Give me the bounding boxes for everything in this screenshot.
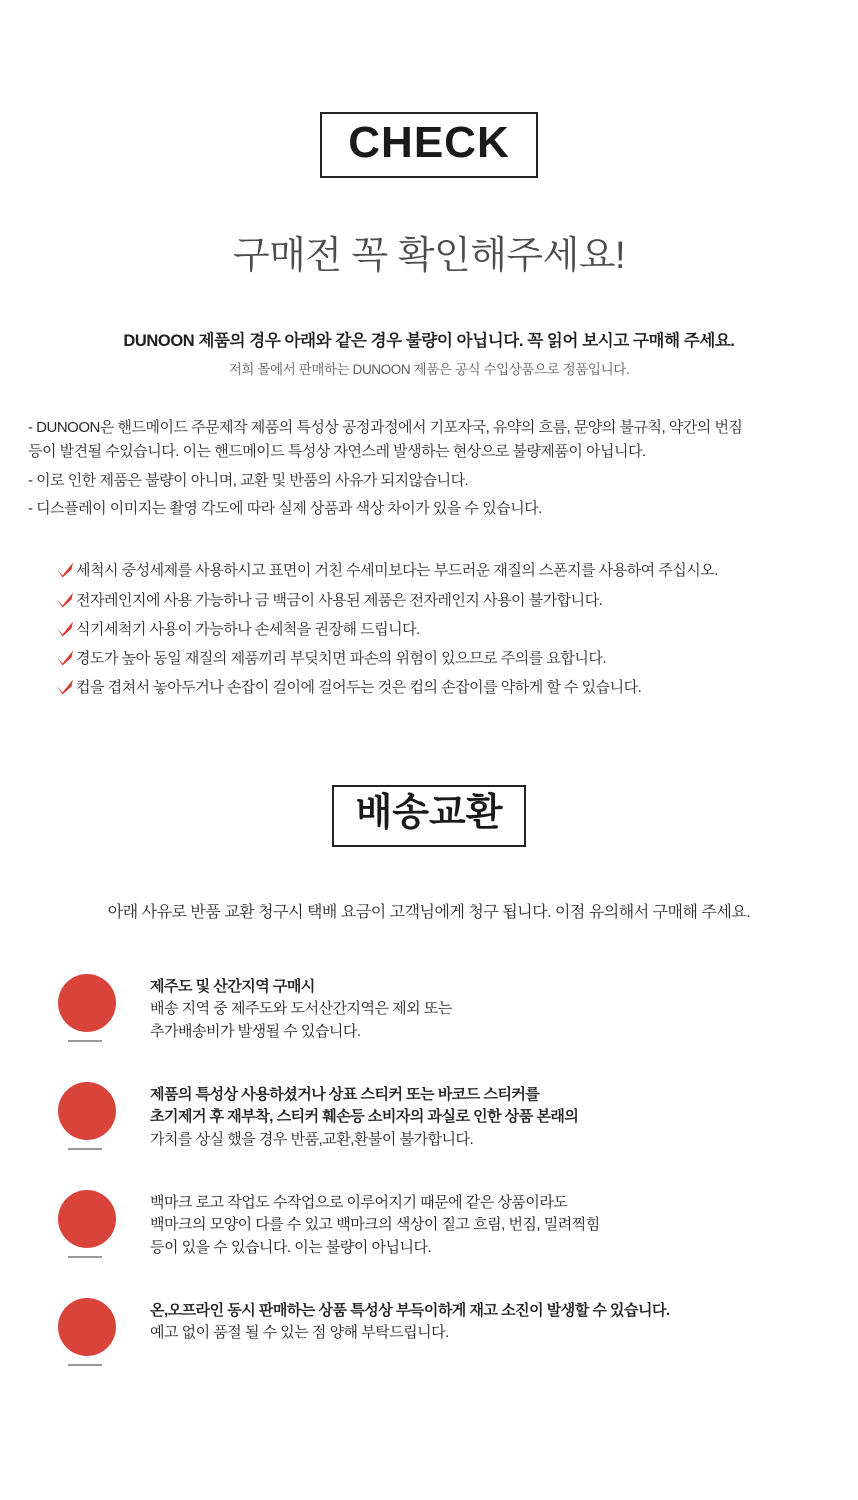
number-badge: [58, 1190, 150, 1268]
item-line: 등이 있을 수 있습니다. 이는 불량이 아닙니다.: [150, 1238, 432, 1256]
check-mark-icon: [56, 650, 76, 666]
check-mark-icon: [56, 621, 76, 637]
tick-text: 컵을 겹쳐서 놓아두거나 손잡이 걸이에 걸어두는 것은 컵의 손잡이를 약하게 할 수 있습니다.: [76, 679, 642, 697]
badge-number: 02: [64, 1082, 111, 1132]
check-tick-list: [0, 561, 858, 698]
badge-rule: [68, 1256, 102, 1258]
item-line: 제주도 및 산간지역 구매시: [150, 977, 315, 995]
item-line: 추가배송비가 발생될 수 있습니다.: [150, 1022, 361, 1040]
item-body: [150, 1190, 600, 1260]
check-mark-icon: [56, 592, 76, 608]
badge-number: 03: [64, 1190, 111, 1240]
item-line: 백마크 로고 작업도 수작업으로 이루어지기 때문에 같은 상품이라도: [150, 1193, 568, 1211]
list-item: [56, 649, 858, 669]
tick-text: 세척시 중성세제를 사용하시고 표면이 거친 수세미보다는 부드러운 재질의 스폰지를 사용하여 주십시오.: [76, 562, 718, 580]
check-headline: 구매전 꼭 확인해주세요!: [232, 235, 626, 278]
item-line: 초기제거 후 재부착, 스티커 훼손등 소비자의 과실로 인한 상품 본래의: [150, 1108, 579, 1126]
list-item: [56, 561, 858, 581]
check-badge-wrap: [0, 0, 858, 178]
badge-rule: [68, 1040, 102, 1042]
item-line: 가치를 상실 했을 경우 반품,교환,환불이 불가합니다.: [150, 1130, 474, 1148]
dash-line: - 디스플레이 이미지는 촬영 각도에 따라 실제 상품과 색상 차이가 있을 수 있습니다.: [28, 500, 542, 518]
list-item: [56, 620, 858, 640]
check-dash-block: [0, 416, 858, 521]
number-badge: [58, 1298, 150, 1376]
item-line: 제품의 특성상 사용하셨거나 상표 스티커 또는 바코드 스티커를: [150, 1085, 540, 1103]
shipping-badge-wrap: [0, 785, 858, 847]
badge-number: 01: [64, 974, 111, 1024]
dash-line: - DUNOON은 핸드메이드 주문제작 제품의 특성상 공정과정에서 기포자국, 유약의 흐름, 문양의 불규칙, 약간의 번짐: [28, 419, 743, 437]
check-lead: DUNOON 제품의 경우 아래와 같은 경우 불량이 아닙니다. 꼭 읽어 보시고 구매해 주세요.: [123, 332, 735, 351]
item-line: 온,오프라인 동시 판매하는 상품 특성상 부득이하게 재고 소진이 발생할 수 있습니다.: [150, 1301, 670, 1319]
dash-line: - 이로 인한 제품은 불량이 아니며, 교환 및 반품의 사유가 되지않습니다.: [28, 471, 469, 489]
check-mark-icon: [56, 562, 76, 578]
tick-text: 경도가 높아 동일 재질의 제품끼리 부딪치면 파손의 위험이 있으므로 주의를 요합니다.: [76, 650, 606, 668]
item-line: 예고 없이 품절 될 수 있는 점 양해 부탁드립니다.: [150, 1324, 449, 1342]
badge-number: 04: [64, 1298, 111, 1348]
list-item: [58, 974, 858, 1052]
item-line: 백마크의 모양이 다를 수 있고 백마크의 색상이 짙고 흐림, 번짐, 밀려찍힘: [150, 1216, 600, 1234]
item-line: 배송 지역 중 제주도와 도서산간지역은 제외 또는: [150, 1000, 452, 1018]
shipping-badge: 배송교환: [332, 785, 527, 847]
list-item: [56, 678, 858, 698]
check-badge: CHECK: [320, 112, 537, 178]
number-badge: [58, 974, 150, 1052]
shipping-numbered-list: [0, 974, 858, 1376]
badge-rule: [68, 1148, 102, 1150]
dash-line: 등이 발견될 수있습니다. 이는 핸드메이드 특성상 자연스레 발생하는 현상으로 불량제품이 아닙니다.: [28, 443, 646, 461]
badge-rule: [68, 1364, 102, 1366]
list-item: [58, 1082, 858, 1160]
item-body: [150, 1298, 670, 1345]
check-lead-sub: 저희 몰에서 판매하는 DUNOON 제품은 공식 수입상품으로 정품입니다.: [228, 362, 630, 378]
number-badge: [58, 1082, 150, 1160]
item-body: [150, 1082, 578, 1152]
item-body: [150, 974, 452, 1044]
shipping-lead: 아래 사유로 반품 교환 청구시 택배 요금이 고객님에게 청구 됩니다. 이점 유의해서 구매해 주세요.: [107, 903, 751, 921]
list-item: [58, 1298, 858, 1376]
check-mark-icon: [56, 679, 76, 695]
tick-text: 식기세척기 사용이 가능하나 손세척을 권장해 드립니다.: [76, 620, 420, 638]
list-item: [56, 591, 858, 611]
tick-text: 전자레인지에 사용 가능하나 금 백금이 사용된 제품은 전자레인지 사용이 불가합니다.: [76, 591, 603, 609]
list-item: [58, 1190, 858, 1268]
